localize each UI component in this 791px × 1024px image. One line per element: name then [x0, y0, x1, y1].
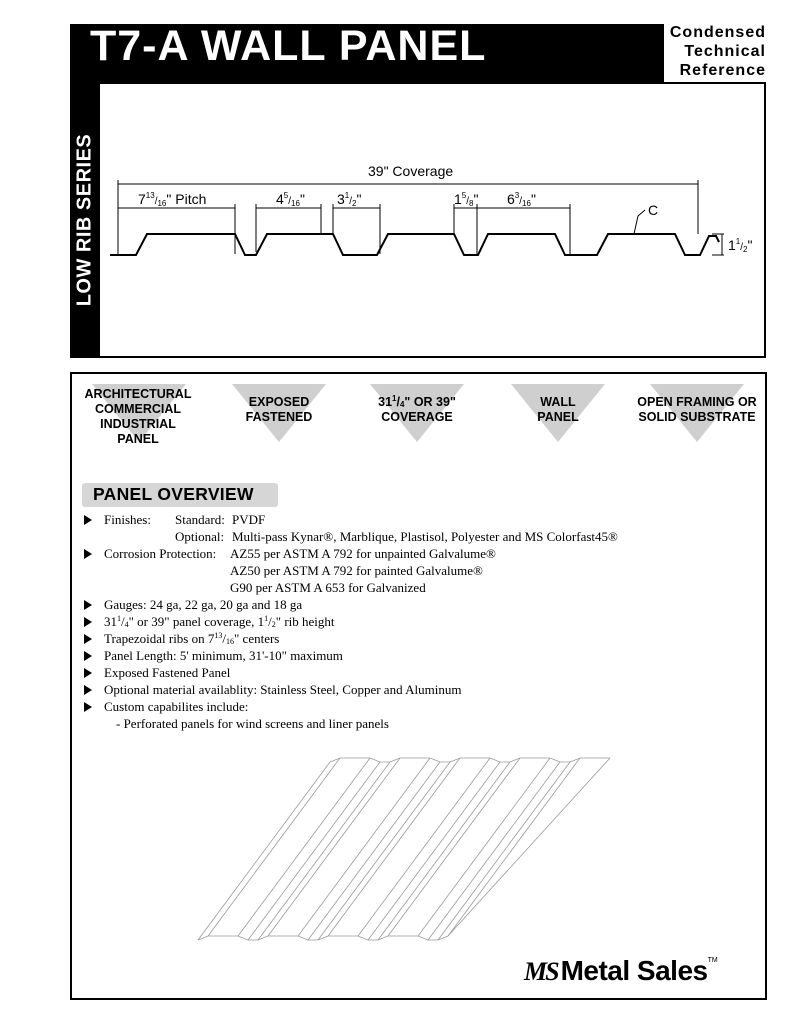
coverage-line: $31^1/_4$" or 39" panel coverage, $1^1/_2$" rib height [104, 614, 335, 629]
tag-architectural: ARCHITECTURAL COMMERCIAL INDUSTRIAL PANEL [84, 387, 192, 446]
panel-profile-drawing [100, 84, 764, 356]
corrosion-line-2: AZ50 per ASTM A 792 for painted Galvalume® [230, 563, 483, 578]
reference-line-1: Condensed [669, 24, 766, 41]
trademark-symbol: TM [707, 957, 718, 964]
bullet-arrow-icon [84, 702, 92, 712]
profile-line [110, 234, 719, 255]
rib-spacing-label: $6^3_/16$" [507, 191, 536, 208]
valley-width-label: $3^1_/2$" [337, 191, 362, 208]
metal-sales-logo [524, 955, 718, 987]
logo-name: Metal Sales [560, 955, 708, 986]
bullet-arrow-icon [84, 685, 92, 695]
bullet-arrow-icon [84, 515, 92, 525]
bullet-arrow-icon [84, 634, 92, 644]
tag-coverage: $31^1/_4$" OR 39" COVERAGE [378, 394, 456, 424]
corrosion-line-1: AZ55 per ASTM A 792 for unpainted Galvalume® [230, 546, 496, 561]
pitch-label: $7^{13}_/16$" Pitch [138, 191, 207, 208]
series-label: LOW RIB SERIES [73, 133, 96, 307]
panel-isometric-drawing [190, 748, 620, 948]
reference-line-3: Reference [679, 62, 766, 79]
standard-value: PVDF [232, 512, 266, 527]
ms-logo-mark: MS [524, 957, 558, 986]
material-line: Optional material availablity: Stainless Steel, Copper and Aluminum [104, 682, 462, 697]
finishes-label: Finishes: [104, 512, 151, 527]
tag-wall-panel: WALL PANEL [537, 395, 579, 424]
corrosion-line-3: G90 per ASTM A 653 for Galvanized [230, 580, 426, 595]
length-line: Panel Length: 5' minimum, 31'-10" maximum [104, 648, 343, 663]
bullet-arrow-icon [84, 549, 92, 559]
tag-exposed-fastened: EXPOSED FASTENED [245, 395, 313, 424]
optional-label: Optional: [175, 529, 225, 544]
bullet-arrow-icon [84, 600, 92, 610]
tag-framing: OPEN FRAMING OR SOLID SUBSTRATE [637, 395, 757, 424]
custom-line: Custom capabilites include: [104, 699, 249, 714]
c-label: C [648, 202, 659, 218]
ribs-line: Trapezoidal ribs on $7^{13}/_{16}$" centers [104, 631, 280, 646]
rib-height-label: $1^1_/2$" [728, 237, 753, 254]
corrosion-label: Corrosion Protection: [104, 546, 217, 561]
bullet-arrow-icon [84, 617, 92, 627]
custom-sub-line: - Perforated panels for wind screens and liner panels [116, 716, 389, 731]
page-title: T7-A WALL PANEL [90, 22, 487, 70]
gauges-line: Gauges: 24 ga, 22 ga, 20 ga and 18 ga [104, 597, 303, 612]
narrow-width-label: $1^5_/8$" [454, 191, 479, 208]
flat-width-label: $4^5_/16$" [276, 191, 305, 208]
optional-value: Multi-pass Kynar®, Marblique, Plastisol, Polyester and MS Colorfast45® [232, 529, 618, 544]
overview-heading: PANEL OVERVIEW [93, 484, 254, 504]
reference-line-2: Technical [684, 43, 766, 60]
fastened-line: Exposed Fastened Panel [104, 665, 231, 680]
bullet-arrow-icon [84, 668, 92, 678]
standard-label: Standard: [175, 512, 225, 527]
condensed-technical-reference [664, 24, 768, 82]
coverage-label: 39" Coverage [368, 163, 454, 179]
bullet-arrow-icon [84, 651, 92, 661]
